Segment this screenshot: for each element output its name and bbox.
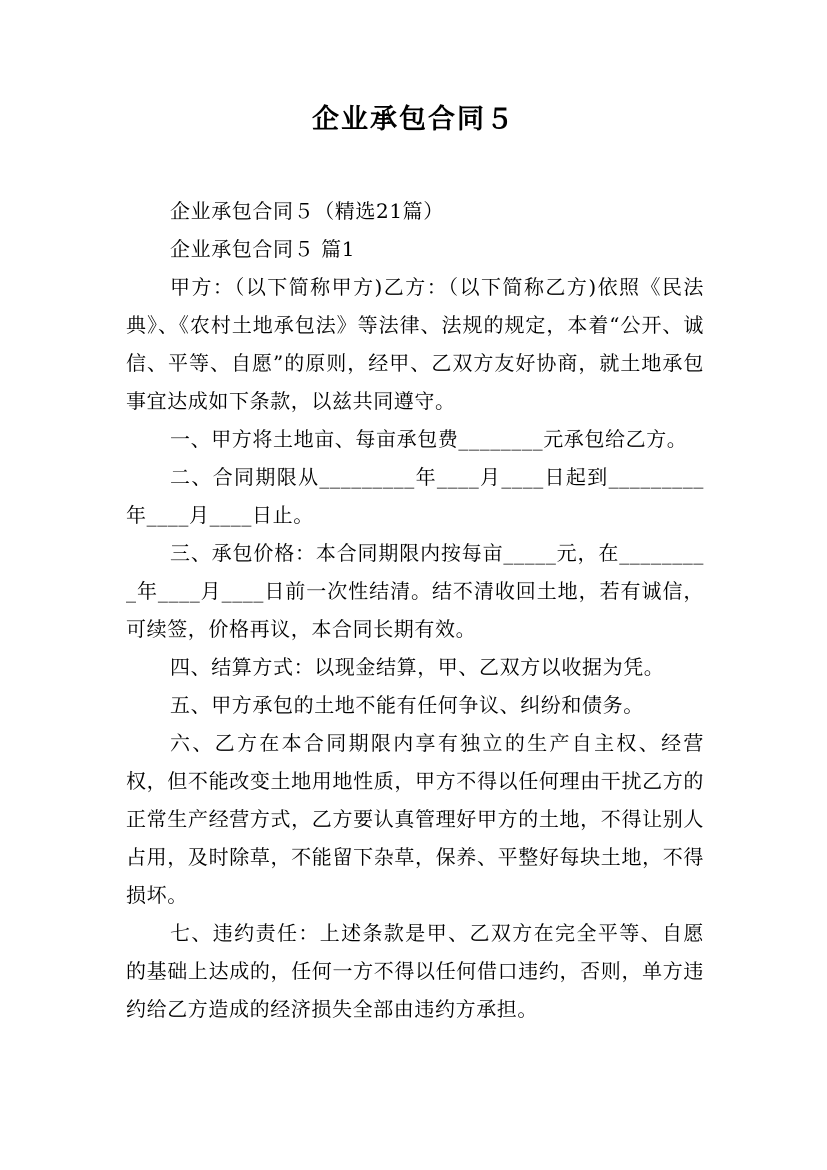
document-title: 企业承包合同５ (312, 104, 515, 135)
paragraph-clause-4: 四、结算方式：以现金结算，甲、乙双方以收据为凭。 (170, 655, 665, 679)
paragraph-clause-1: 一、甲方将土地亩、每亩承包费________元承包给乙方。 (170, 427, 688, 451)
paragraph-clause-7: 七、违约责任：上述条款是甲、乙双方在完全平等、自愿的基础上达成的，任何一方不得以任何借口违约，否则，单方违约给乙方造成的经济损失全部由违约方承担。 (126, 921, 704, 1021)
paragraph-section-heading: 企业承包合同５ 篇1 (170, 237, 356, 261)
paragraph-clause-2: 二、合同期限从_________年____月____日起到_________年____月____日止。 (126, 465, 704, 527)
paragraph-clause-3: 三、承包价格：本合同期限内按每亩_____元，在_________年____月____日前一次性结清。结不清收回土地，若有诚信，可续签，价格再议，本合同长期有效。 (126, 541, 704, 641)
paragraph-clause-6: 六、乙方在本合同期限内享有独立的生产自主权、经营权，但不能改变土地用地性质，甲方不得以任何理由干扰乙方的正常生产经营方式，乙方要认真管理好甲方的土地，不得让别人占用，及时除草，不能留下杂草，保养、平整好每块土地，不得损坏。 (126, 731, 704, 907)
paragraph-clause-5: 五、甲方承包的土地不能有任何争议、纠纷和债务。 (170, 693, 644, 717)
paragraph-subtitle: 企业承包合同５（精选21篇） (170, 199, 444, 223)
paragraph-preamble: 甲方：（以下简称甲方)乙方：（以下简称乙方)依照《民法典》、《农村土地承包法》等法律、法规的规定，本着“公开、诚信、平等、自愿”的原则，经甲、乙双方友好协商，就土地承包事宜达成如下条款，以兹共同遵守。 (126, 275, 704, 413)
document-body (126, 192, 704, 1028)
